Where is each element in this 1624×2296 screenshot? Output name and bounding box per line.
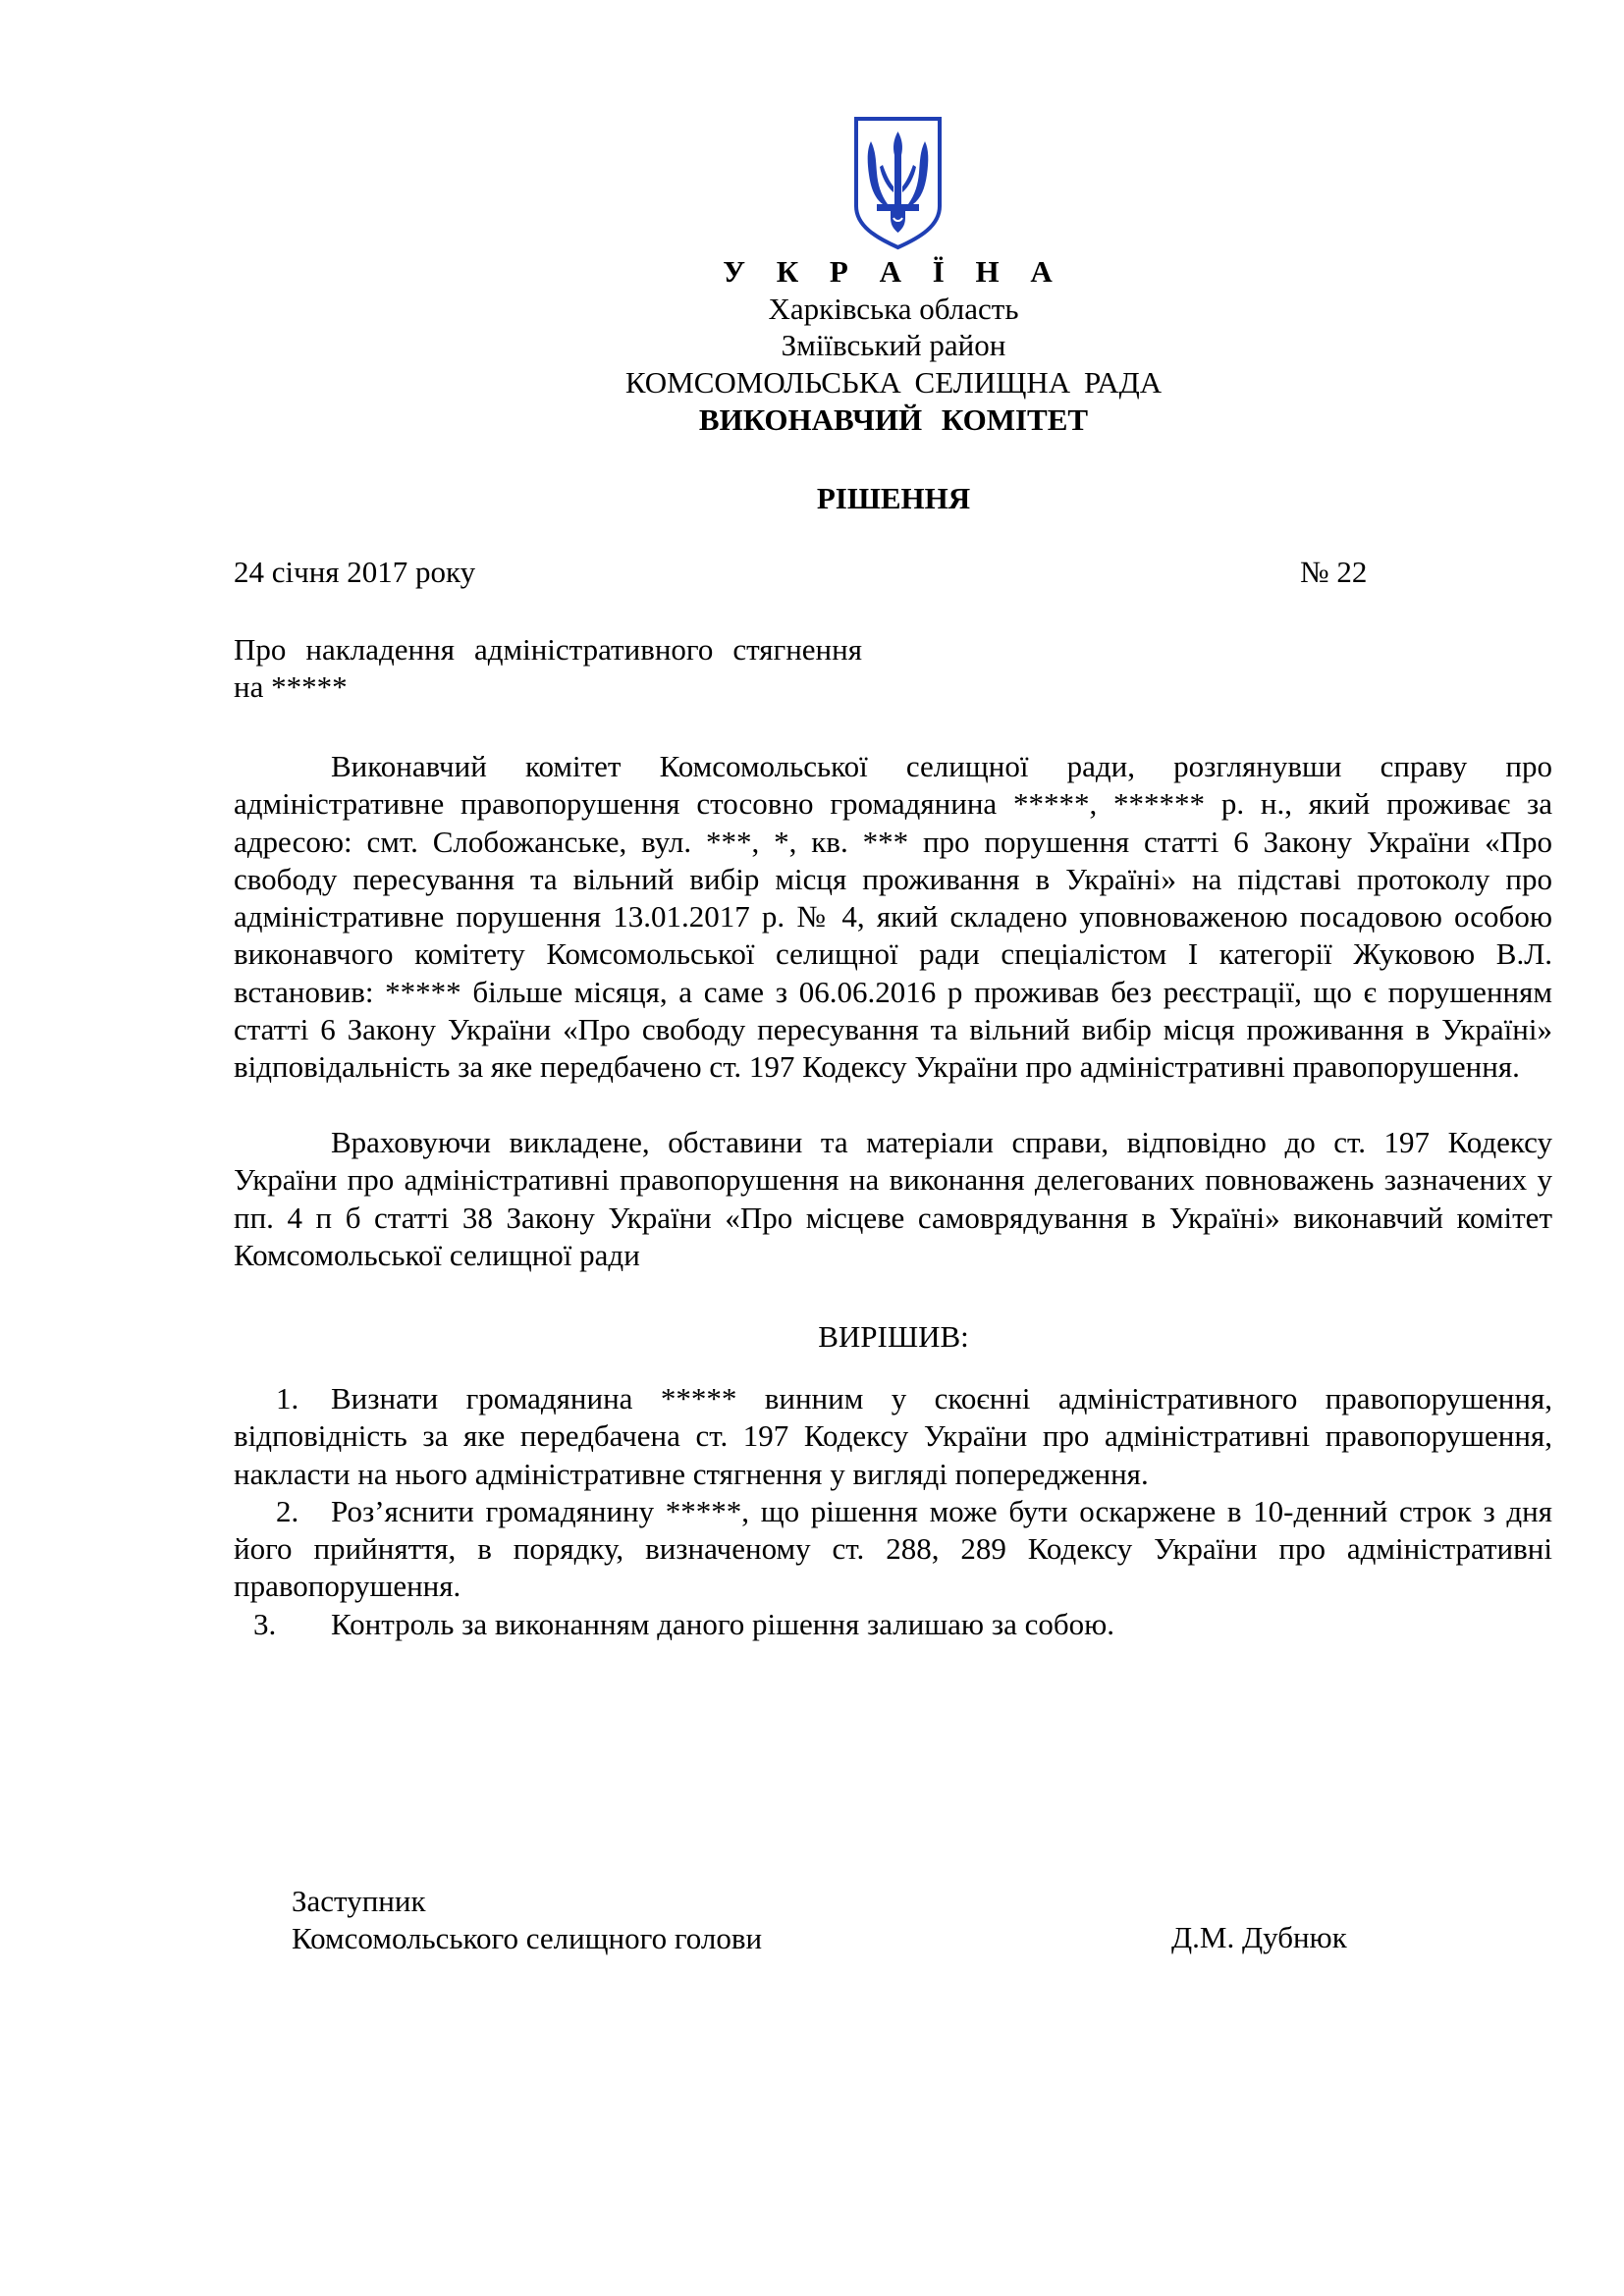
council-line: КОМСОМОЛЬСЬКА СЕЛИЩНА РАДА <box>624 365 1163 400</box>
document-number: № 22 <box>1300 555 1368 589</box>
body-paragraph-text: Враховуючи викладене, обставини та матеріали справи, відповідно до ст. 197 Кодексу України про адміністративні правопорушення на виконання делегованих повноважень зазначених у пп. 4 п б статті 38 Закону України «Про місцеве самоврядування в Україні» виконавчий комітет Комсомольської селищної ради <box>234 1125 1552 1272</box>
resolved-heading: ВИРІШИВ: <box>818 1319 969 1354</box>
raion-line: Зміївський район <box>781 328 1006 362</box>
trident-coat-of-arms-icon <box>853 116 943 250</box>
body-paragraph-2 <box>234 1124 1552 1274</box>
body-paragraph-1 <box>234 748 1552 1087</box>
resolution-items <box>234 1380 1552 1643</box>
item-text: Визнати громадянина ***** винним у скоєнні адміністративного правопорушення, відповідність за яке передбачена ст. 197 Кодексу України про адміністративні правопорушення, накласти на нього адміністративне стягнення у вигляді попередження. <box>234 1381 1552 1491</box>
document-date: 24 січня 2017 року <box>234 555 476 589</box>
signatory-name: Д.М. Дубнюк <box>1171 1920 1347 1954</box>
signatory-title-line-2: Комсомольського селищного голови <box>292 1921 763 1955</box>
document-type-heading: РІШЕННЯ <box>816 481 971 515</box>
document-subject: Про накладення адміністративного стягнення на ***** <box>234 632 862 704</box>
committee-line: ВИКОНАВЧИЙ КОМІТЕТ <box>698 402 1089 437</box>
resolution-item <box>234 1606 1552 1643</box>
resolution-item <box>234 1380 1552 1493</box>
resolution-item <box>234 1493 1552 1606</box>
item-text: Контроль за виконанням даного рішення залишаю за собою. <box>331 1606 1115 1641</box>
country-heading: У К Р А Ї Н А <box>723 254 1064 289</box>
signatory-title <box>292 1883 762 1957</box>
item-number: 1. <box>276 1381 299 1415</box>
oblast-line: Харківська область <box>768 292 1019 326</box>
item-number: 2. <box>276 1493 299 1528</box>
signatory-title-line-1: Заступник <box>292 1884 426 1918</box>
item-text: Роз’яснити громадянину *****, що рішення може бути оскаржене в 10-денний строк з дня його прийняття, в порядку, визначеному ст. 288, 289 Кодексу України про адміністративні правопорушення. <box>234 1493 1552 1604</box>
body-paragraph-text: Виконавчий комітет Комсомольської селищної ради, розглянувши справу про адміністративне правопорушення стосовно громадянина *****, ****** р. н., який проживає за адресою: смт. Слобожанське, вул. ***, *, кв. *** про порушення статті 6 Закону України «Про свободу пересування та вільний вибір місця проживання в Україні» на підставі протоколу про адміністративне порушення 13.01.2017 р. № 4, який складено уповноваженою посадовою особою виконавчого комітету Комсомольської селищної ради спеціалістом I категорії Жуковою В.Л. встановив: ***** більше місяця, а саме з 06.06.2016 р проживав без реєстрації, що є порушенням статті 6 Закону України «Про свободу пересування та вільний вибір місця проживання в Україні» відповідальність за яке передбачено ст. 197 Кодексу України про адміністративні правопорушення. <box>234 749 1552 1085</box>
item-number: 3. <box>253 1606 277 1641</box>
